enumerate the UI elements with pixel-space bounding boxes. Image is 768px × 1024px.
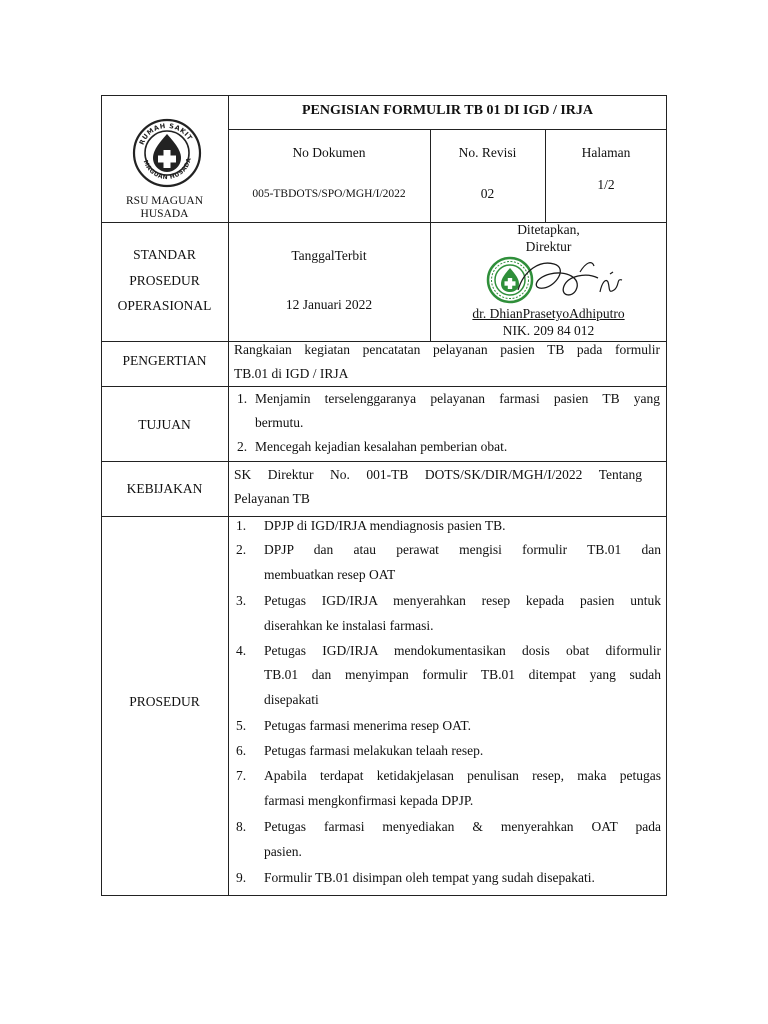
hospital-name-line2: HUSADA [140,208,189,220]
doc-number-value: 005-TBDOTS/SPO/MGH/I/2022 [252,188,406,200]
issue-date-label: TanggalTerbit [291,248,367,263]
svg-text:MAGUAN HUSADA: MAGUAN HUSADA [141,156,193,182]
row-line-tujuan [101,461,667,462]
prosedur-item-3-line1: Petugas IGD/IRJA menyerahkan resep kepada pasien untuk [264,593,661,608]
hospital-logo-icon [132,118,202,188]
revision-value: 02 [480,186,495,201]
approval-line2: Direktur [525,239,572,254]
prosedur-item-5-line1: Petugas farmasi menerima resep OAT. [264,718,472,733]
prosedur-item-4-line2: TB.01 dan menyimpan formulir TB.01 ditempat yang sudah [264,667,661,682]
page-value: 1/2 [597,177,615,192]
approval-line1: Ditetapkan, [517,222,580,237]
director-nik: NIK. 209 84 012 [502,323,595,338]
document-title: PENGISIAN FORMULIR TB 01 DI IGD / IRJA [301,103,594,118]
svg-text:RUMAH SAKIT: RUMAH SAKIT [137,121,195,147]
prosedur-item-1-number: 1. [236,518,247,533]
prosedur-item-3-line2: diserahkan ke instalasi farmasi. [264,618,434,633]
column-divider [228,95,229,896]
hospital-name-line1: RSU MAGUAN [126,195,203,207]
prosedur-item-4-line3: disepakati [264,692,319,707]
prosedur-item-3-number: 3. [236,593,247,608]
row-line-pengertian [101,386,667,387]
prosedur-item-9-number: 9. [236,870,247,885]
prosedur-item-5-number: 5. [236,718,247,733]
tujuan-label: TUJUAN [138,417,191,432]
director-name: dr. DhianPrasetyoAdhiputro [472,306,625,321]
prosedur-item-4-number: 4. [236,643,247,658]
pengertian-label: PENGERTIAN [122,353,207,368]
prosedur-label: PROSEDUR [129,694,200,709]
row-line-title [228,129,667,130]
kebijakan-line2: Pelayanan TB [234,491,310,506]
doc-number-label: No Dokumen [292,145,366,160]
issue-date-value: 12 Januari 2022 [285,297,373,312]
prosedur-item-7-line2: farmasi mengkonfirmasi kepada DPJP. [264,793,474,808]
kebijakan-line1: SK Direktur No. 001-TB DOTS/SK/DIR/MGH/I/2022 Tentang [234,467,642,482]
prosedur-item-7-number: 7. [236,768,247,783]
director-signature [510,252,640,307]
sop-label-line3: OPERASIONAL [117,298,212,313]
tujuan-item-1-line1: Menjamin terselenggaranya pelayanan farmasi pasien TB yang [255,391,660,406]
tujuan-item-1-line2: bermutu. [255,415,304,430]
prosedur-item-8-line2: pasien. [264,844,302,859]
prosedur-item-1-line1: DPJP di IGD/IRJA mendiagnosis pasien TB. [264,518,506,533]
pengertian-line1: Rangkaian kegiatan pencatatan pelayanan pasien TB pada formulir [234,342,660,357]
prosedur-item-8-line1: Petugas farmasi menyediakan & menyerahkan OAT pada [264,819,661,834]
revision-label: No. Revisi [458,145,517,160]
pengertian-line2: TB.01 di IGD / IRJA [234,366,349,381]
prosedur-item-4-line1: Petugas IGD/IRJA mendokumentasikan dosis obat diformulir [264,643,661,658]
kebijakan-label: KEBIJAKAN [126,481,203,496]
prosedur-item-2-line2: membuatkan resep OAT [264,567,396,582]
sop-label-line1: STANDAR [133,247,196,262]
prosedur-item-2-number: 2. [236,542,247,557]
page-label: Halaman [581,145,631,160]
tujuan-item-1-number: 1. [237,391,248,406]
prosedur-item-6-number: 6. [236,743,247,758]
prosedur-item-9-line1: Formulir TB.01 disimpan oleh tempat yang sudah disepakati. [264,870,595,885]
prosedur-item-6-line1: Petugas farmasi melakukan telaah resep. [264,743,484,758]
tujuan-item-2-line1: Mencegah kejadian kesalahan pemberian obat. [255,439,508,454]
tujuan-item-2-number: 2. [237,439,248,454]
prosedur-item-7-line1: Apabila terdapat ketidakjelasan penulisan resep, maka petugas [264,768,661,783]
prosedur-item-8-number: 8. [236,819,247,834]
prosedur-item-2-line1: DPJP dan atau perawat mengisi formulir TB.01 dan [264,542,661,557]
sop-label-line2: PROSEDUR [129,273,200,288]
